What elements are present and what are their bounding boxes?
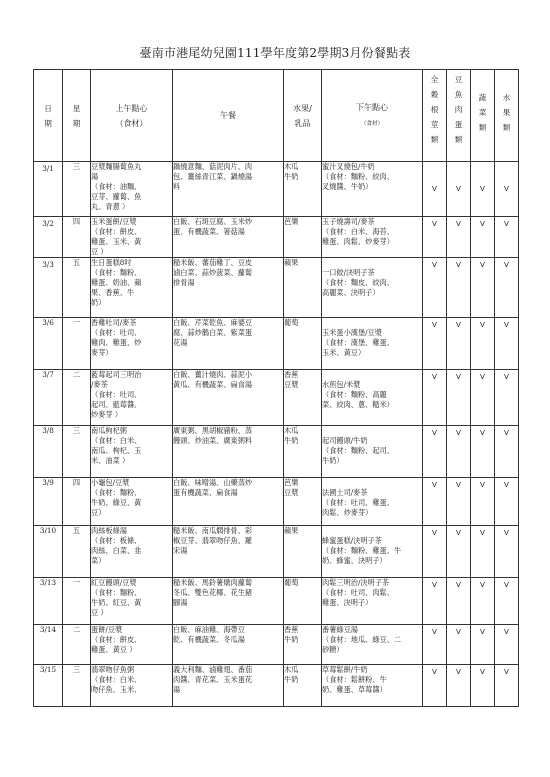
grains-check: V: [423, 217, 447, 258]
morning-snack-cell: 翡翠吻仔魚粥 （食材：白米、 吻仔魚、玉米、: [91, 665, 173, 707]
vegetables-check: V: [471, 370, 495, 426]
menu-row: [34, 426, 519, 478]
vegetables-check: V: [471, 478, 495, 526]
fruit-dairy-cell: 木瓜 牛奶: [284, 426, 322, 478]
fruit-dairy-cell: 葡萄: [284, 318, 322, 370]
date-cell: 3/14: [34, 625, 63, 665]
lunch-cell: 廣東粥、黑胡椒豬粉、蒸 饅頭、炒油菜、廣東粥料: [173, 426, 284, 478]
weekday-cell: 二: [63, 370, 91, 426]
protein-check: V: [447, 318, 471, 370]
protein-check: V: [447, 370, 471, 426]
date-cell: 3/6: [34, 318, 63, 370]
morning-snack-cell: 玉米蛋餅/豆漿 （食材：餅皮、 雞蛋、玉米、黃 豆 ）: [91, 217, 173, 258]
protein-check: V: [447, 162, 471, 217]
fruits-check: V: [495, 665, 519, 707]
fruit-dairy-cell: 木瓜 牛奶: [284, 162, 322, 217]
afternoon-snack-cell: 水煎包/米漿 （食材：麵粉、高麗 菜、絞肉、蔥、糙米）: [322, 370, 423, 426]
vegetables-check: V: [471, 426, 495, 478]
fruits-check: V: [495, 578, 519, 625]
fruit-dairy-cell: 香蕉 豆漿: [284, 370, 322, 426]
fruit-dairy-cell: 葡萄: [284, 578, 322, 625]
fruits-check: V: [495, 217, 519, 258]
menu-row: [34, 162, 519, 217]
protein-check: V: [447, 665, 471, 707]
fruits-check: V: [495, 526, 519, 578]
vegetables-check: V: [471, 665, 495, 707]
date-cell: 3/9: [34, 478, 63, 526]
weekday-cell: 二: [63, 625, 91, 665]
protein-check: V: [447, 217, 471, 258]
protein-check: V: [447, 578, 471, 625]
header-fruits: 水果類: [495, 70, 519, 162]
grains-check: V: [423, 318, 447, 370]
lunch-cell: 白飯、芹菜乾魚、麻婆豆 腐、蒜炒鵝白菜、紫菜蛋 花湯: [173, 318, 284, 370]
fruit-dairy-cell: 芭樂: [284, 217, 322, 258]
date-cell: 3/3: [34, 258, 63, 318]
grains-check: V: [423, 625, 447, 665]
fruits-check: V: [495, 625, 519, 665]
morning-snack-cell: 豆漿麵腸蔔魚丸 湯 （食材：油麵、 豆芽、蘿蔔、魚 丸、青蔥 ）: [91, 162, 173, 217]
header-date: 日期: [34, 70, 63, 162]
fruit-dairy-cell: 蘋果: [284, 526, 322, 578]
protein-check: V: [447, 426, 471, 478]
lunch-cell: 糙米飯、馬鈴薯燉肉蘿蔔 冬瓜、雙色花椰、花生豬 腳湯: [173, 578, 284, 625]
weekday-cell: 四: [63, 478, 91, 526]
header-afternoon-snack: 下午點心 （食材）: [322, 70, 423, 162]
afternoon-snack-cell: 一口餃/決明子茶 （食材：麵皮、絞肉、 高麗菜、決明子）: [322, 258, 423, 318]
date-cell: 3/8: [34, 426, 63, 478]
header-vegetables: 蔬菜類: [471, 70, 495, 162]
menu-row: [34, 217, 519, 258]
lunch-cell: 白飯、石斑豆腐、玉米炒 蛋、有機蔬菜、箸菇湯: [173, 217, 284, 258]
fruit-dairy-cell: 木瓜 牛奶: [284, 665, 322, 707]
menu-row: [34, 258, 519, 318]
morning-snack-cell: 小龜包/豆漿 （食材：麵粉、 牛奶、綠豆、黃 豆）: [91, 478, 173, 526]
header-protein: 豆魚肉蛋類: [447, 70, 471, 162]
weekday-cell: 四: [63, 217, 91, 258]
lunch-cell: 義大利麵、滷雞翅、番茄 肉醬、青花菜、玉米蛋花 湯: [173, 665, 284, 707]
header-morning-snack: 上午點心 （食材）: [91, 70, 173, 162]
afternoon-snack-cell: 起司饅頭/牛奶 （食材：麵粉、起司、 牛奶）: [322, 426, 423, 478]
menu-row: [34, 625, 519, 665]
weekday-cell: 三: [63, 665, 91, 707]
header-grains: 全穀根莖類: [423, 70, 447, 162]
morning-snack-cell: 香雞吐司/麥茶 （食材：吐司、 雞肉、雞蛋、炒 麥芽）: [91, 318, 173, 370]
morning-snack-cell: 生日蛋糕8吋 （食材：麵粉、 雞蛋、奶油、蘋 果、香蕉、牛 奶）: [91, 258, 173, 318]
weekday-cell: 一: [63, 318, 91, 370]
lunch-cell: 白飯、麻油雞、海帶豆 乾、有機蔬菜、冬瓜湯: [173, 625, 284, 665]
morning-snack-cell: 蛋餅/豆漿 （食材：餅皮、 雞蛋、黃豆 ）: [91, 625, 173, 665]
afternoon-snack-cell: 肉鬆三明治/決明子茶 （食材：吐司、肉鬆、 雞蛋、決明子）: [322, 578, 423, 625]
grains-check: V: [423, 578, 447, 625]
date-cell: 3/7: [34, 370, 63, 426]
vegetables-check: V: [471, 318, 495, 370]
date-cell: 3/1: [34, 162, 63, 217]
grains-check: V: [423, 426, 447, 478]
fruit-dairy-cell: 芭樂 豆漿: [284, 478, 322, 526]
weekday-cell: 五: [63, 258, 91, 318]
grains-check: V: [423, 258, 447, 318]
fruits-check: V: [495, 162, 519, 217]
morning-snack-cell: 肉絲板條湯 （食材：板條、 肉絲、白菜、韭 菜）: [91, 526, 173, 578]
weekday-cell: 五: [63, 526, 91, 578]
menu-row: [34, 478, 519, 526]
protein-check: V: [447, 625, 471, 665]
grains-check: V: [423, 478, 447, 526]
meal-table: [33, 69, 519, 707]
grains-check: V: [423, 526, 447, 578]
header-fruit-dairy: 水果/ 乳品: [284, 70, 322, 162]
grains-check: V: [423, 162, 447, 217]
lunch-cell: 白飯、味噌湯、山藥蒸炒 蛋有機蔬菜、扁食湯: [173, 478, 284, 526]
protein-check: V: [447, 258, 471, 318]
grains-check: V: [423, 665, 447, 707]
afternoon-snack-cell: 草莓鬆餅/牛奶 （食材：鬆餅粉、牛 奶、雞蛋、草莓醬）: [322, 665, 423, 707]
lunch-cell: 糙米飯、蕃茄雞丁、豆皮 滷白菜、蒜炒菠菜、蘿蔔 排骨湯: [173, 258, 284, 318]
afternoon-snack-cell: 蜂蜜蛋糕/決明子茶 （食材：麵粉、雞蛋、牛 奶、蜂蜜、決明子）: [322, 526, 423, 578]
vegetables-check: V: [471, 578, 495, 625]
date-cell: 3/10: [34, 526, 63, 578]
vegetables-check: V: [471, 526, 495, 578]
afternoon-snack-cell: 蜜汁叉燒包/牛奶 （食材：麵粉、絞肉、 叉燒醬、牛奶）: [322, 162, 423, 217]
vegetables-check: V: [471, 258, 495, 318]
fruits-check: V: [495, 318, 519, 370]
fruit-dairy-cell: 蘋果: [284, 258, 322, 318]
grains-check: V: [423, 370, 447, 426]
weekday-cell: 一: [63, 578, 91, 625]
fruit-dairy-cell: 香蕉 牛奶: [284, 625, 322, 665]
lunch-cell: 白飯、薑汁燒肉、蒜泥小 黃瓜、有機蔬菜、扁食湯: [173, 370, 284, 426]
afternoon-snack-cell: 玉米蛋小漢堡/豆漿 （食材：漢堡、雞蛋、 玉米、黃豆）: [322, 318, 423, 370]
weekday-cell: 三: [63, 162, 91, 217]
menu-row: [34, 526, 519, 578]
lunch-cell: 鍋燒意麵、菇泥肉片、肉 包、薑絲青江菜、鍋燒湯 料: [173, 162, 284, 217]
protein-check: V: [447, 478, 471, 526]
protein-check: V: [447, 526, 471, 578]
vegetables-check: V: [471, 625, 495, 665]
menu-row: [34, 578, 519, 625]
header-afternoon-note: （食材）: [360, 120, 383, 127]
morning-snack-cell: 紅豆饅頭/豆漿 （食材：麵粉、 牛奶、紅豆、黃 豆 ）: [91, 578, 173, 625]
morning-snack-cell: 藍莓起司三明治 /麥茶 （食材：吐司、 起司、藍莓醬、 炒麥芽 ）: [91, 370, 173, 426]
afternoon-snack-cell: 番薯綠豆湯 （食材：地瓜、綠豆、二 砂糖）: [322, 625, 423, 665]
weekday-cell: 三: [63, 426, 91, 478]
fruits-check: V: [495, 478, 519, 526]
morning-snack-cell: 南瓜枸杞粥 （食材：白米、 南瓜、枸杞、玉 米、油菜 ）: [91, 426, 173, 478]
header-weekday: 星期: [63, 70, 91, 162]
lunch-cell: 糙米飯、南瓜燜排骨、彩 椒豆芽、翡翠吻仔魚、羅 宋湯: [173, 526, 284, 578]
header-lunch: 午餐: [173, 70, 284, 162]
menu-row: [34, 665, 519, 707]
date-cell: 3/13: [34, 578, 63, 625]
fruits-check: V: [495, 426, 519, 478]
date-cell: 3/15: [34, 665, 63, 707]
afternoon-snack-cell: 玉子燒壽司/麥茶 （食材：白米、海苔、 雞蛋、肉鬆、炒麥芽）: [322, 217, 423, 258]
menu-row: [34, 370, 519, 426]
menu-row: [34, 318, 519, 370]
page-title: 臺南市港尾幼兒園111學年度第2學期3月份餐點表: [139, 46, 411, 60]
date-cell: 3/2: [34, 217, 63, 258]
vegetables-check: V: [471, 217, 495, 258]
afternoon-snack-cell: 法國土司/麥茶 （食材：吐司、雞蛋、 肉鬆、炒麥芽）: [322, 478, 423, 526]
fruits-check: V: [495, 258, 519, 318]
vegetables-check: V: [471, 162, 495, 217]
fruits-check: V: [495, 370, 519, 426]
